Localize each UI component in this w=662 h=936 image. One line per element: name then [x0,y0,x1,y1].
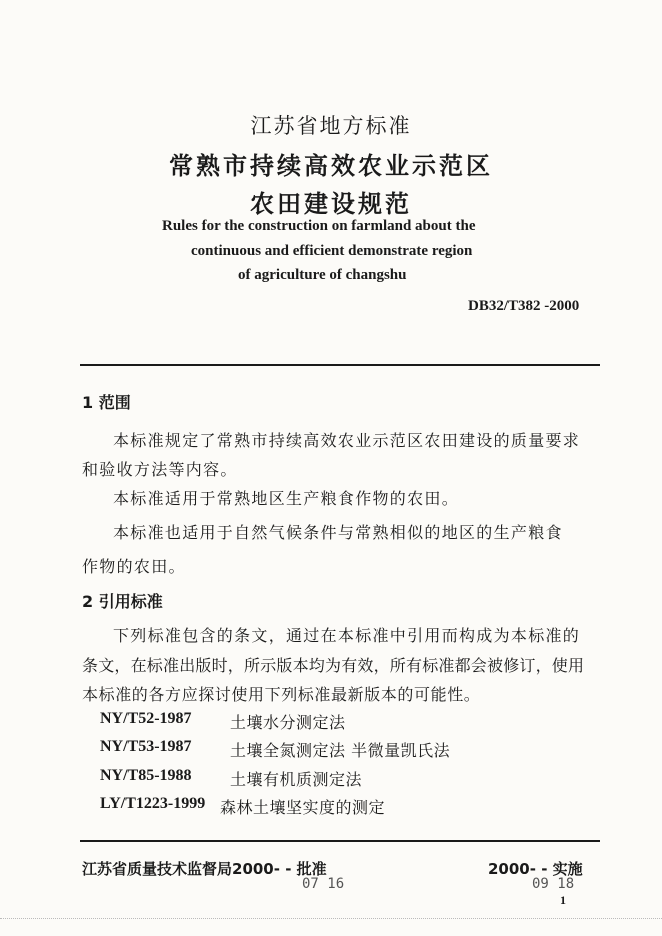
reference-title: 土壤水分测定法 [230,713,346,732]
implementation-date-stamp: 09 18 [532,876,575,892]
footer-divider [80,840,600,842]
section-1-paragraph-2: 本标准适用于常熟地区生产粮食作物的农田。 [113,489,460,508]
reference-code: NY/T85-1988 [100,767,192,784]
section-2-heading: 2 引用标准 [82,592,163,611]
implementation-line: 2000- - 实施 [488,860,583,878]
page-number: 1 [560,893,566,907]
section-1-paragraph-3b: 作物的农田。 [82,557,186,576]
section-2-paragraph-a: 下列标准包含的条文，通过在本标准中引用而构成为本标准的 [113,626,581,645]
english-title-2: continuous and efficient demonstrate region [191,243,473,259]
header-divider [80,364,600,366]
section-2-paragraph-b: 条文，在标准出版时，所示版本均为有效，所有标准都会被修订，使用 [82,656,585,675]
section-2-paragraph-c: 本标准的各方应探讨使用下列标准最新版本的可能性。 [82,685,481,704]
section-1-paragraph-1a: 本标准规定了常熟市持续高效农业示范区农田建设的质量要求 [113,431,581,450]
title-line-2: 农田建设规范 [250,190,412,218]
reference-code: NY/T53-1987 [100,738,192,755]
reference-title: 土壤有机质测定法 [230,770,363,789]
scan-edge [0,918,662,919]
title-line-1: 常熟市持续高效农业示范区 [169,152,493,180]
approval-date-stamp: 07 16 [302,876,345,892]
reference-title: 森林土壤坚实度的测定 [220,798,386,817]
reference-code: LY/T1223-1999 [100,795,206,812]
section-1-paragraph-1b: 和验收方法等内容。 [82,460,238,479]
section-1-paragraph-3a: 本标准也适用于自然气候条件与常熟相似的地区的生产粮食 [113,523,563,542]
approval-line: 江苏省质量技术监督局2000- - 批准 [82,860,327,878]
reference-title: 土壤全氮测定法 半微量凯氏法 [230,741,451,760]
reference-code: NY/T52-1987 [100,710,192,727]
standard-code: DB32/T382 -2000 [468,298,580,314]
issuer: 江苏省地方标准 [250,114,412,138]
english-title-1: Rules for the construction on farmland about the [162,218,476,234]
english-title-3: of agriculture of changshu [238,267,407,283]
section-1-heading: 1 范围 [82,393,131,412]
